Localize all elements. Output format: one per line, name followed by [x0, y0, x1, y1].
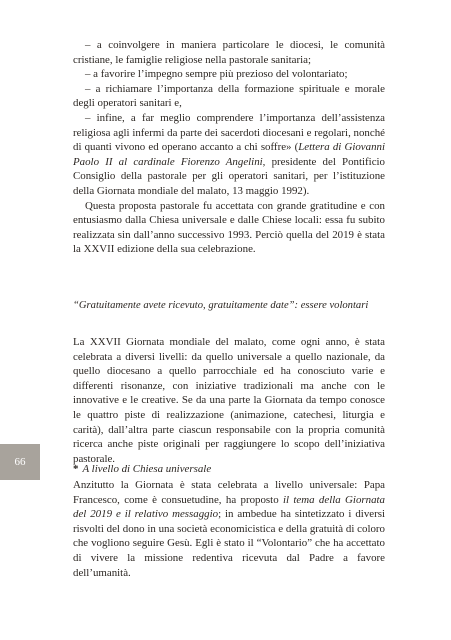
paragraph: Questa proposta pastorale fu accettata con grande gratitudine e con entusiasmo dalla Chiesa universale e dalle Chiese locali: essa fu subito realizzata sin dall’anno successivo 1993. Perciò quella del 2019 è stata la XXVII edizione della sua celebrazione. [73, 199, 385, 256]
list-item [73, 111, 385, 199]
list-item-text: – infine, a far meglio comprendere l’importanza dell’assistenza religiosa agli infermi da parte dei sacerdoti diocesani e regolari, nonché di quanti vivono ed operano accanto a chi soffre» ( [73, 111, 385, 154]
asterisk-bullet-icon: * [73, 463, 79, 475]
subsection-heading [73, 462, 385, 476]
list-item: – a favorire l’impegno sempre più prezioso del volontariato; [85, 68, 348, 81]
paragraph [73, 478, 385, 580]
body-text-block [73, 335, 385, 466]
paragraph: La XXVII Giornata mondiale del malato, come ogni anno, è stata celebrata a diversi livelli: da quello universale a quello nazionale, da quello diocesano a quello parrocchiale ed ha conosciuto varie e differenti risonanze, con iniziative tradizionali ma anche con le innovative e le creative. Se da una parte la Giornata da tempo conosce le quattro piste di realizzazione (animazione, catechesi, liturgia e carità), dall’altra parte ciascun responsabile con la propria comunità ricerca anche piste originali per raggiungere lo scopo dell’iniziativa pastorale. [73, 336, 385, 465]
list-item-text: presidente del Pontificio Consiglio della pastorale per gli operatori sanitari, per l’istituzione della Giornata mondiale del malato, 13 maggio 1992). [73, 155, 386, 197]
page-number: 66 [14, 456, 26, 468]
subsection-title: A livello di Chiesa universale [82, 463, 212, 475]
opening-text-block [73, 38, 385, 257]
list-item: – a richiamare l’importanza della formazione spirituale e morale degli operatori sanitari e, [73, 82, 385, 110]
citation-italic: Lettera di Giovanni Paolo II al cardinale Fiorenzo Angelini, [73, 141, 385, 168]
list-item: – a coinvolgere in maniera particolare le diocesi, le comunità cristiane, le famiglie religiose nella pastorale sanitaria; [73, 39, 385, 66]
paragraph-text: ; in ambedue ha sintetizzato i diversi risvolti del dono in una società economicistica e della gratuità di coloro che vogliono seguire Gesù. Egli è stato il “Volontario” che ha accettato di vivere la missione redentiva ricevuta dal Padre a favore dell’umanità. [73, 508, 385, 579]
paragraph-italic: il tema della Giornata del 2019 e il relativo messaggio [73, 493, 385, 521]
closing-text-block [73, 478, 385, 580]
section-heading: “Gratuitamente avete ricevuto, gratuitamente date”: essere volontari [73, 300, 369, 311]
paragraph-text: Anzitutto la Giornata è stata celebrata a livello universale: Papa Francesco, come è consuetudine, ha proposto [73, 479, 385, 506]
